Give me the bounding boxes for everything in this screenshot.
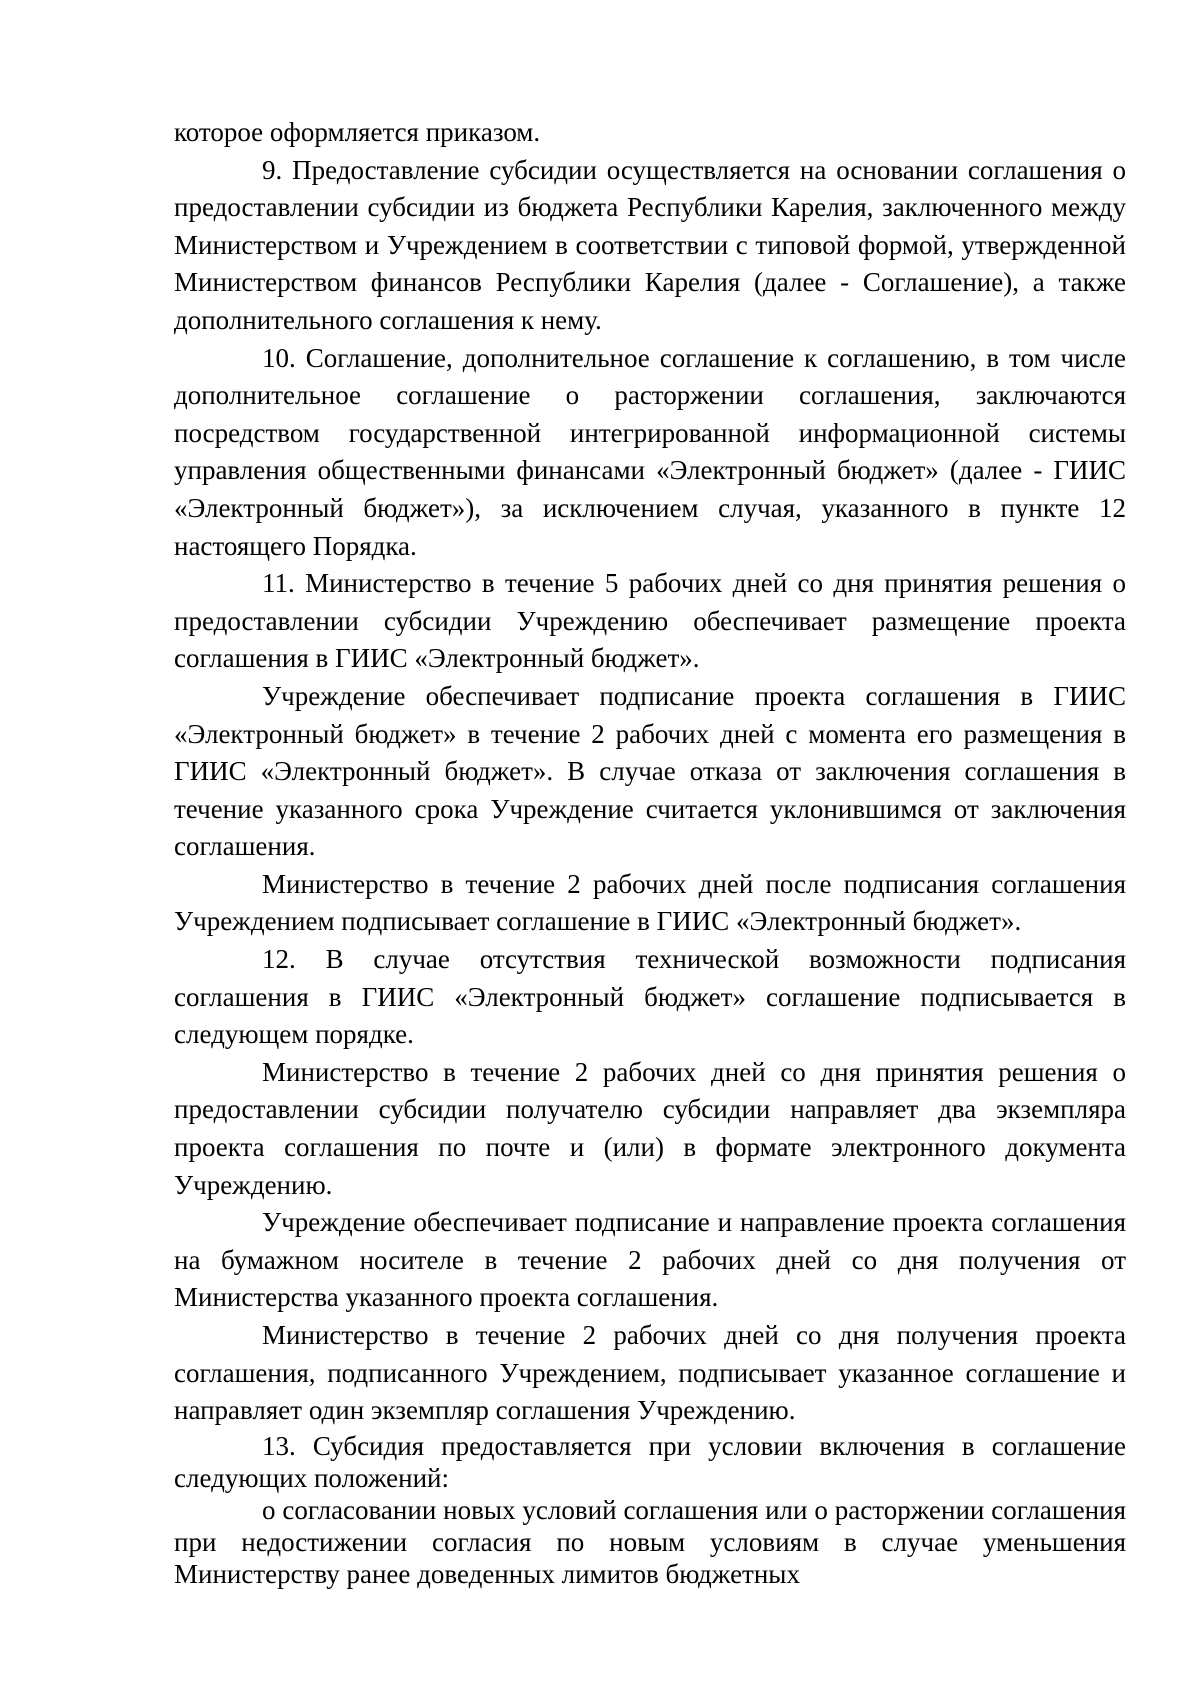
paragraph-continuation: которое оформляется приказом. — [174, 117, 541, 147]
paragraph-condition-new-terms: о согласовании новых условий соглашения или о расторжении соглашения при недостижении согласия по новым условиям в случае уменьшения Министерству ранее доведенных лимитов бюджетных — [174, 1494, 1126, 1589]
paragraph-paper-sending: Министерство в течение 2 рабочих дней со дня принятия решения о предоставлении субсидии получателю субсидии направляет два экземпляра проекта соглашения по почте и (или) в формате электронного документа Учреждению. — [174, 1056, 1126, 1200]
paragraph-signing-by-ministry: Министерство в течение 2 рабочих дней после подписания соглашения Учреждением подписывает соглашение в ГИИС «Электронный бюджет». — [174, 868, 1126, 937]
paragraph-paper-signing: Учреждение обеспечивает подписание и направление проекта соглашения на бумажном носителе в течение 2 рабочих дней со дня получения от Министерства указанного проекта соглашения. — [174, 1207, 1126, 1313]
paragraph-item-11: 11. Министерство в течение 5 рабочих дней со дня принятия решения о предоставлении субсидии Учреждению обеспечивает размещение проекта соглашения в ГИИС «Электронный бюджет». — [174, 568, 1126, 674]
paragraph-item-10: 10. Соглашение, дополнительное соглашение к соглашению, в том числе дополнительное соглашение о расторжении соглашения, заключаются посредством государственной интегрированной информационной системы управления общественными финансами «Электронный бюджет» (далее - ГИИС «Электронный бюджет»), за исключением случая, указанного в пункте 12 настоящего Порядка. — [174, 342, 1126, 561]
document-body — [174, 114, 1126, 1590]
paragraph-item-12: 12. В случае отсутствия технической возможности подписания соглашения в ГИИС «Электронный бюджет» соглашение подписывается в следующем порядке. — [174, 944, 1126, 1050]
paragraph-item-13: 13. Субсидия предоставляется при условии включения в соглашение следующих положений: — [174, 1430, 1126, 1493]
paragraph-signing-by-institution: Учреждение обеспечивает подписание проекта соглашения в ГИИС «Электронный бюджет» в течение 2 рабочих дней с момента его размещения в ГИИС «Электронный бюджет». В случае отказа от заключения соглашения в течение указанного срока Учреждение считается уклонившимся от заключения соглашения. — [174, 680, 1126, 862]
paragraph-item-9: 9. Предоставление субсидии осуществляется на основании соглашения о предоставлении субсидии из бюджета Республики Карелия, заключенного между Министерством и Учреждением в соответствии с типовой формой, утвержденной Министерством финансов Республики Карелия (далее - Соглашение), а также дополнительного соглашения к нему. — [174, 154, 1126, 335]
paragraph-paper-return: Министерство в течение 2 рабочих дней со дня получения проекта соглашения, подписанного Учреждением, подписывает указанное соглашение и направляет один экземпляр соглашения Учреждению. — [174, 1320, 1126, 1426]
